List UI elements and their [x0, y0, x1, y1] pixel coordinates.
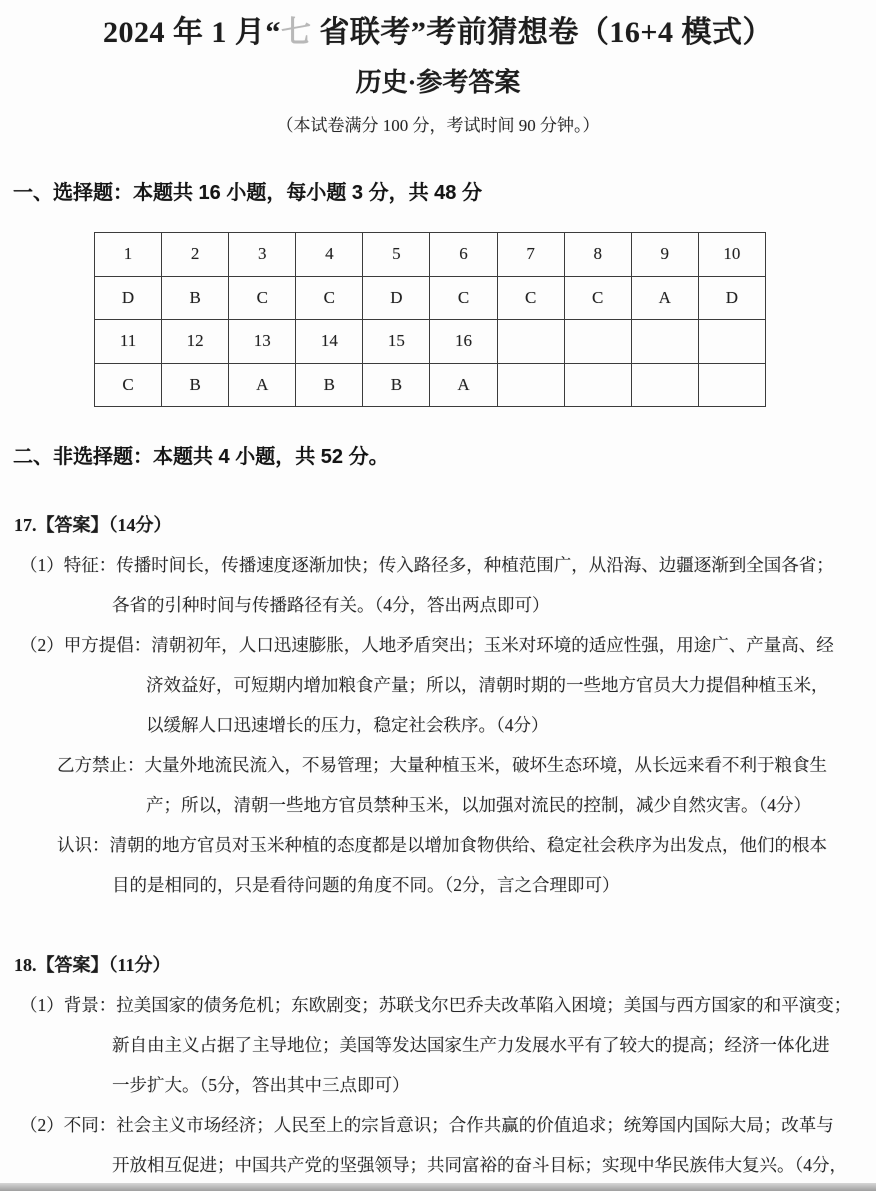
answer-cell: 2 [162, 233, 229, 277]
answer-cell: 8 [564, 233, 631, 277]
answer-cell: A [430, 363, 497, 407]
answer-cell: 4 [296, 233, 363, 277]
doc-title-prefix: 2024 年 1 月“ [102, 16, 281, 49]
answer-cell [497, 363, 564, 407]
answer-item-heading: 17.【答案】（14分） [14, 515, 172, 535]
answer-cell: 16 [430, 320, 497, 364]
answer-cell: 12 [162, 320, 229, 364]
answer-cell [631, 320, 698, 364]
answer-item-17 [0, 505, 876, 905]
answer-cell: C [564, 276, 631, 320]
answer-cell: C [296, 276, 363, 320]
answer-line: 乙方禁止：大量外地流民流入，不易管理；大量种植玉米，破坏生态环境，从长远来看不利于粮食生 [57, 755, 827, 775]
doc-subtitle: 历史·参考答案 [355, 68, 521, 97]
answer-line: （2）甲方提倡：清朝初年，人口迅速膨胀，人地矛盾突出；玉米对环境的适应性强，用途广、产量高、经 [20, 635, 834, 655]
scan-bottom-edge [0, 1183, 876, 1191]
answer-cell: B [162, 276, 229, 320]
answer-cell: A [631, 276, 698, 320]
answer-cell: B [162, 363, 229, 407]
answer-line: 认识：清朝的地方官员对玉米种植的态度都是以增加食物供给、稳定社会秩序为出发点，他们的根本 [57, 835, 827, 855]
answer-line: 产；所以，清朝一些地方官员禁种玉米，以加强对流民的控制，减少自然灾害。（4分） [146, 795, 811, 815]
answer-cell [564, 320, 631, 364]
answer-cell: 6 [430, 233, 497, 277]
answer-cell: C [430, 276, 497, 320]
answer-cell [564, 363, 631, 407]
answers [0, 505, 876, 1185]
answer-cell: 1 [95, 233, 162, 277]
answer-cell: C [95, 363, 162, 407]
answer-table [94, 232, 766, 407]
doc-title-faded-char: 七 [280, 16, 312, 49]
answer-line: 以缓解人口迅速增长的压力，稳定社会秩序。（4分） [146, 715, 549, 735]
doc-title-suffix: 省联考”考前猜想卷（16+4 模式） [311, 16, 774, 49]
answer-row [95, 233, 766, 277]
answer-cell: 5 [363, 233, 430, 277]
answer-cell: C [497, 276, 564, 320]
answer-cell [497, 320, 564, 364]
answer-cell: D [95, 276, 162, 320]
answer-line: 济效益好，可短期内增加粮食产量；所以，清朝时期的一些地方官员大力提倡种植玉米， [146, 675, 829, 695]
answer-cell: D [363, 276, 430, 320]
answer-line: （1）特征：传播时间长，传播速度逐渐加快；传入路径多，种植范围广，从沿海、边疆逐渐到全国各省； [20, 555, 834, 575]
answer-cell: 9 [631, 233, 698, 277]
answer-cell: 14 [296, 320, 363, 364]
answer-cell [698, 320, 765, 364]
answer-cell: 3 [229, 233, 296, 277]
section2-heading: 二、非选择题：本题共 4 小题，共 52 分。 [13, 446, 389, 468]
answer-cell: A [229, 363, 296, 407]
answer-cell: C [229, 276, 296, 320]
answer-cell: D [698, 276, 765, 320]
exam-note: （本试卷满分 100 分，考试时间 90 分钟。） [276, 116, 600, 135]
answer-cell [698, 363, 765, 407]
answer-table-body [95, 233, 766, 407]
answer-cell: 13 [229, 320, 296, 364]
answer-line: 各省的引种时间与传播路径有关。（4分，答出两点即可） [112, 595, 550, 615]
answer-item-heading: 18.【答案】（11分） [14, 955, 171, 975]
answer-cell: 15 [363, 320, 430, 364]
answer-line: 一步扩大。（5分，答出其中三点即可） [112, 1075, 410, 1095]
answer-line: （1）背景：拉美国家的债务危机；东欧剧变；苏联戈尔巴乔夫改革陷入困境；美国与西方国家的和平演变； [20, 995, 852, 1015]
doc-title [0, 10, 876, 56]
answer-row [95, 363, 766, 407]
answer-row [95, 320, 766, 364]
answer-cell: B [296, 363, 363, 407]
answer-line: 开放相互促进；中国共产党的坚强领导；共同富裕的奋斗目标；实现中华民族伟大复兴。（4分， [112, 1155, 847, 1175]
answer-cell: 10 [698, 233, 765, 277]
answer-row [95, 276, 766, 320]
answer-line: 新自由主义占据了主导地位；美国等发达国家生产力发展水平有了较大的提高；经济一体化进 [112, 1035, 830, 1055]
answer-line: 目的是相同的，只是看待问题的角度不同。（2分，言之合理即可） [112, 875, 620, 895]
section1-heading: 一、选择题：本题共 16 小题，每小题 3 分，共 48 分 [13, 182, 482, 204]
answer-cell: B [363, 363, 430, 407]
answer-item-18 [0, 945, 876, 1185]
answer-cell: 11 [95, 320, 162, 364]
answer-line: （2）不同：社会主义市场经济；人民至上的宗旨意识；合作共赢的价值追求；统筹国内国际大局；改革与 [20, 1115, 834, 1135]
answer-cell: 7 [497, 233, 564, 277]
answer-cell [631, 363, 698, 407]
